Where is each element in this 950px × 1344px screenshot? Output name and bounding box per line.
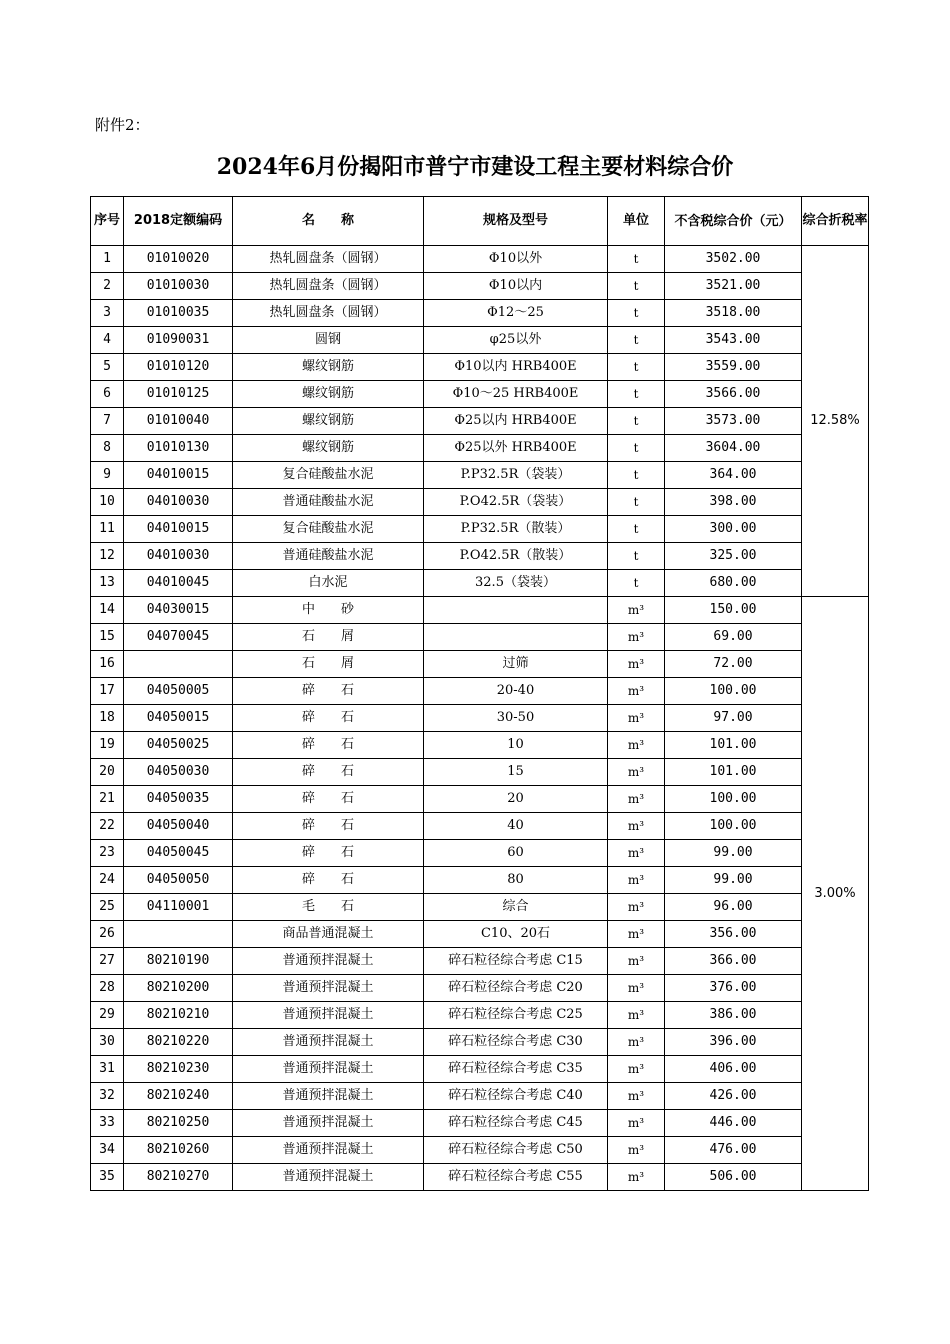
row-unit: m³ [608, 1083, 665, 1110]
row-seq: 21 [91, 786, 124, 813]
row-unit: t [608, 273, 665, 300]
row-rate: 3.00% [802, 597, 869, 1191]
row-seq: 9 [91, 462, 124, 489]
row-name: 热轧圆盘条（圆钢） [233, 300, 424, 327]
row-price: 72.00 [665, 651, 802, 678]
header-seq: 序号 [91, 197, 124, 246]
row-seq: 6 [91, 381, 124, 408]
row-unit: m³ [608, 1029, 665, 1056]
row-seq: 24 [91, 867, 124, 894]
table-row [91, 408, 869, 435]
row-spec: Φ10以内 [424, 273, 608, 300]
row-unit: m³ [608, 1137, 665, 1164]
row-seq: 4 [91, 327, 124, 354]
row-unit: t [608, 489, 665, 516]
row-unit: m³ [608, 948, 665, 975]
row-spec: 60 [424, 840, 608, 867]
row-unit: m³ [608, 840, 665, 867]
attachment-label: 附件2： [95, 116, 150, 134]
row-name: 普通预拌混凝土 [233, 1164, 424, 1191]
row-seq: 7 [91, 408, 124, 435]
row-unit: m³ [608, 759, 665, 786]
table-row [91, 867, 869, 894]
row-spec: 碎石粒径综合考虑 C20 [424, 975, 608, 1002]
table-row [91, 570, 869, 597]
table-row [91, 1002, 869, 1029]
row-seq: 25 [91, 894, 124, 921]
row-name: 碎 石 [233, 759, 424, 786]
table-row [91, 1110, 869, 1137]
row-name: 螺纹钢筋 [233, 435, 424, 462]
table-row [91, 273, 869, 300]
row-price: 3543.00 [665, 327, 802, 354]
row-name: 碎 石 [233, 705, 424, 732]
row-code: 01010125 [124, 381, 233, 408]
table-row [91, 813, 869, 840]
row-seq: 2 [91, 273, 124, 300]
row-name: 石 屑 [233, 624, 424, 651]
row-price: 96.00 [665, 894, 802, 921]
row-price: 101.00 [665, 759, 802, 786]
row-code: 01010120 [124, 354, 233, 381]
row-name: 普通预拌混凝土 [233, 948, 424, 975]
row-spec: P.P32.5R（散装） [424, 516, 608, 543]
row-spec: φ25以外 [424, 327, 608, 354]
row-code: 04010015 [124, 462, 233, 489]
header-rate: 综合折税率 [802, 197, 869, 246]
row-unit: m³ [608, 1164, 665, 1191]
row-code: 04070045 [124, 624, 233, 651]
row-code: 04050015 [124, 705, 233, 732]
row-code: 80210240 [124, 1083, 233, 1110]
row-seq: 10 [91, 489, 124, 516]
row-name: 碎 石 [233, 840, 424, 867]
row-name: 普通预拌混凝土 [233, 1029, 424, 1056]
row-seq: 23 [91, 840, 124, 867]
row-name: 热轧圆盘条（圆钢） [233, 273, 424, 300]
row-seq: 20 [91, 759, 124, 786]
row-code: 04110001 [124, 894, 233, 921]
row-spec: 30-50 [424, 705, 608, 732]
row-name: 普通硅酸盐水泥 [233, 489, 424, 516]
row-seq: 13 [91, 570, 124, 597]
row-unit: t [608, 570, 665, 597]
row-unit: m³ [608, 651, 665, 678]
row-code: 04010015 [124, 516, 233, 543]
row-unit: t [608, 462, 665, 489]
row-seq: 26 [91, 921, 124, 948]
table-row [91, 759, 869, 786]
table-row [91, 840, 869, 867]
row-seq: 5 [91, 354, 124, 381]
row-name: 普通预拌混凝土 [233, 1137, 424, 1164]
table-row [91, 246, 869, 273]
row-code: 80210220 [124, 1029, 233, 1056]
row-seq: 14 [91, 597, 124, 624]
row-price: 97.00 [665, 705, 802, 732]
row-spec: 40 [424, 813, 608, 840]
row-spec: 综合 [424, 894, 608, 921]
row-code: 04050050 [124, 867, 233, 894]
row-code [124, 921, 233, 948]
row-seq: 11 [91, 516, 124, 543]
row-seq: 28 [91, 975, 124, 1002]
row-seq: 29 [91, 1002, 124, 1029]
row-spec: Φ25以外 HRB400E [424, 435, 608, 462]
row-seq: 32 [91, 1083, 124, 1110]
row-code: 04050005 [124, 678, 233, 705]
row-price: 69.00 [665, 624, 802, 651]
row-spec: Φ12～25 [424, 300, 608, 327]
header-price: 不含税综合价（元） [665, 197, 802, 246]
row-spec [424, 624, 608, 651]
row-price: 150.00 [665, 597, 802, 624]
row-seq: 15 [91, 624, 124, 651]
table-row [91, 705, 869, 732]
row-spec: 碎石粒径综合考虑 C15 [424, 948, 608, 975]
row-price: 396.00 [665, 1029, 802, 1056]
row-name: 碎 石 [233, 786, 424, 813]
row-seq: 1 [91, 246, 124, 273]
table-row [91, 894, 869, 921]
row-unit: t [608, 300, 665, 327]
row-code: 04010030 [124, 489, 233, 516]
row-name: 商品普通混凝土 [233, 921, 424, 948]
row-price: 3518.00 [665, 300, 802, 327]
row-unit: m³ [608, 624, 665, 651]
row-code: 01010130 [124, 435, 233, 462]
row-name: 中 砂 [233, 597, 424, 624]
row-unit: t [608, 516, 665, 543]
row-code: 01010030 [124, 273, 233, 300]
row-price: 101.00 [665, 732, 802, 759]
header-row [91, 197, 869, 246]
row-price: 3573.00 [665, 408, 802, 435]
row-price: 3559.00 [665, 354, 802, 381]
row-name: 螺纹钢筋 [233, 408, 424, 435]
row-name: 白水泥 [233, 570, 424, 597]
row-code: 80210230 [124, 1056, 233, 1083]
row-unit: t [608, 435, 665, 462]
row-code: 04050030 [124, 759, 233, 786]
row-spec: P.P32.5R（袋装） [424, 462, 608, 489]
row-unit: t [608, 381, 665, 408]
row-unit: m³ [608, 597, 665, 624]
row-price: 398.00 [665, 489, 802, 516]
row-price: 406.00 [665, 1056, 802, 1083]
row-seq: 31 [91, 1056, 124, 1083]
row-name: 圆钢 [233, 327, 424, 354]
row-spec: P.O42.5R（袋装） [424, 489, 608, 516]
row-price: 3502.00 [665, 246, 802, 273]
row-code: 80210260 [124, 1137, 233, 1164]
table-row [91, 300, 869, 327]
row-price: 506.00 [665, 1164, 802, 1191]
row-unit: t [608, 408, 665, 435]
row-name: 毛 石 [233, 894, 424, 921]
row-code: 04030015 [124, 597, 233, 624]
row-unit: m³ [608, 1056, 665, 1083]
row-unit: m³ [608, 921, 665, 948]
row-rate: 12.58% [802, 246, 869, 597]
row-price: 100.00 [665, 813, 802, 840]
table-row [91, 624, 869, 651]
row-code: 04050045 [124, 840, 233, 867]
row-unit: t [608, 327, 665, 354]
row-unit: m³ [608, 705, 665, 732]
row-price: 366.00 [665, 948, 802, 975]
row-name: 普通预拌混凝土 [233, 1083, 424, 1110]
row-price: 99.00 [665, 867, 802, 894]
row-name: 普通预拌混凝土 [233, 1110, 424, 1137]
table-row [91, 1056, 869, 1083]
row-name: 热轧圆盘条（圆钢） [233, 246, 424, 273]
table-row [91, 1083, 869, 1110]
row-code: 80210250 [124, 1110, 233, 1137]
row-name: 螺纹钢筋 [233, 381, 424, 408]
table-row [91, 597, 869, 624]
row-unit: m³ [608, 786, 665, 813]
row-spec: 32.5（袋装） [424, 570, 608, 597]
table-row [91, 543, 869, 570]
header-name: 名 称 [233, 197, 424, 246]
materials-price-table [90, 196, 869, 1191]
row-spec: 10 [424, 732, 608, 759]
row-spec: 碎石粒径综合考虑 C45 [424, 1110, 608, 1137]
row-seq: 19 [91, 732, 124, 759]
row-price: 99.00 [665, 840, 802, 867]
table-row [91, 1029, 869, 1056]
row-price: 376.00 [665, 975, 802, 1002]
row-name: 螺纹钢筋 [233, 354, 424, 381]
row-seq: 18 [91, 705, 124, 732]
row-spec: 碎石粒径综合考虑 C25 [424, 1002, 608, 1029]
row-code: 04050025 [124, 732, 233, 759]
row-price: 3604.00 [665, 435, 802, 462]
table-row [91, 327, 869, 354]
row-unit: t [608, 543, 665, 570]
row-unit: m³ [608, 732, 665, 759]
row-seq: 22 [91, 813, 124, 840]
row-seq: 17 [91, 678, 124, 705]
row-price: 386.00 [665, 1002, 802, 1029]
row-seq: 12 [91, 543, 124, 570]
table-row [91, 354, 869, 381]
table-row [91, 435, 869, 462]
table-row [91, 786, 869, 813]
row-spec: Φ10～25 HRB400E [424, 381, 608, 408]
header-spec: 规格及型号 [424, 197, 608, 246]
row-seq: 8 [91, 435, 124, 462]
row-spec: 碎石粒径综合考虑 C30 [424, 1029, 608, 1056]
page-title: 2024年6月份揭阳市普宁市建设工程主要材料综合价 [216, 154, 734, 180]
row-unit: m³ [608, 1002, 665, 1029]
row-name: 普通预拌混凝土 [233, 1002, 424, 1029]
row-unit: t [608, 354, 665, 381]
row-spec: 碎石粒径综合考虑 C55 [424, 1164, 608, 1191]
table-row [91, 1164, 869, 1191]
row-spec: Φ10以外 [424, 246, 608, 273]
table-body [91, 246, 869, 1191]
row-price: 426.00 [665, 1083, 802, 1110]
row-spec: 20 [424, 786, 608, 813]
row-name: 普通预拌混凝土 [233, 1056, 424, 1083]
row-name: 石 屑 [233, 651, 424, 678]
row-spec: 碎石粒径综合考虑 C35 [424, 1056, 608, 1083]
row-code: 01010040 [124, 408, 233, 435]
row-seq: 35 [91, 1164, 124, 1191]
row-name: 碎 石 [233, 678, 424, 705]
row-seq: 3 [91, 300, 124, 327]
row-code: 80210210 [124, 1002, 233, 1029]
row-seq: 33 [91, 1110, 124, 1137]
row-spec: P.O42.5R（散装） [424, 543, 608, 570]
row-code: 04010045 [124, 570, 233, 597]
row-spec: 15 [424, 759, 608, 786]
row-price: 476.00 [665, 1137, 802, 1164]
row-unit: m³ [608, 813, 665, 840]
row-price: 100.00 [665, 786, 802, 813]
header-code: 2018定额编码 [124, 197, 233, 246]
table-row [91, 651, 869, 678]
row-code: 01010020 [124, 246, 233, 273]
row-seq: 34 [91, 1137, 124, 1164]
row-price: 3566.00 [665, 381, 802, 408]
row-code: 04050035 [124, 786, 233, 813]
row-seq: 30 [91, 1029, 124, 1056]
row-price: 300.00 [665, 516, 802, 543]
table-row [91, 489, 869, 516]
table-row [91, 921, 869, 948]
row-price: 3521.00 [665, 273, 802, 300]
table-row [91, 948, 869, 975]
row-spec: Φ10以内 HRB400E [424, 354, 608, 381]
row-name: 复合硅酸盐水泥 [233, 462, 424, 489]
row-name: 普通硅酸盐水泥 [233, 543, 424, 570]
table-row [91, 516, 869, 543]
row-unit: m³ [608, 678, 665, 705]
row-price: 364.00 [665, 462, 802, 489]
row-code: 04010030 [124, 543, 233, 570]
row-seq: 16 [91, 651, 124, 678]
row-name: 复合硅酸盐水泥 [233, 516, 424, 543]
row-code: 80210200 [124, 975, 233, 1002]
row-code: 01090031 [124, 327, 233, 354]
row-name: 普通预拌混凝土 [233, 975, 424, 1002]
row-unit: m³ [608, 1110, 665, 1137]
row-price: 680.00 [665, 570, 802, 597]
row-spec: 碎石粒径综合考虑 C50 [424, 1137, 608, 1164]
row-name: 碎 石 [233, 732, 424, 759]
row-unit: m³ [608, 867, 665, 894]
table-row [91, 381, 869, 408]
row-spec: 碎石粒径综合考虑 C40 [424, 1083, 608, 1110]
row-spec: Φ25以内 HRB400E [424, 408, 608, 435]
row-code: 80210270 [124, 1164, 233, 1191]
row-spec: 20-40 [424, 678, 608, 705]
table-row [91, 678, 869, 705]
row-seq: 27 [91, 948, 124, 975]
row-name: 碎 石 [233, 867, 424, 894]
row-code: 04050040 [124, 813, 233, 840]
row-spec: 80 [424, 867, 608, 894]
row-price: 325.00 [665, 543, 802, 570]
row-unit: m³ [608, 975, 665, 1002]
row-name: 碎 石 [233, 813, 424, 840]
table-row [91, 975, 869, 1002]
table-row [91, 462, 869, 489]
row-spec [424, 597, 608, 624]
row-code: 80210190 [124, 948, 233, 975]
row-price: 356.00 [665, 921, 802, 948]
row-code: 01010035 [124, 300, 233, 327]
row-spec: 过筛 [424, 651, 608, 678]
row-unit: t [608, 246, 665, 273]
row-unit: m³ [608, 894, 665, 921]
row-code [124, 651, 233, 678]
table-row [91, 1137, 869, 1164]
table-row [91, 732, 869, 759]
header-unit: 单位 [608, 197, 665, 246]
row-price: 446.00 [665, 1110, 802, 1137]
row-spec: C10、20石 [424, 921, 608, 948]
row-price: 100.00 [665, 678, 802, 705]
